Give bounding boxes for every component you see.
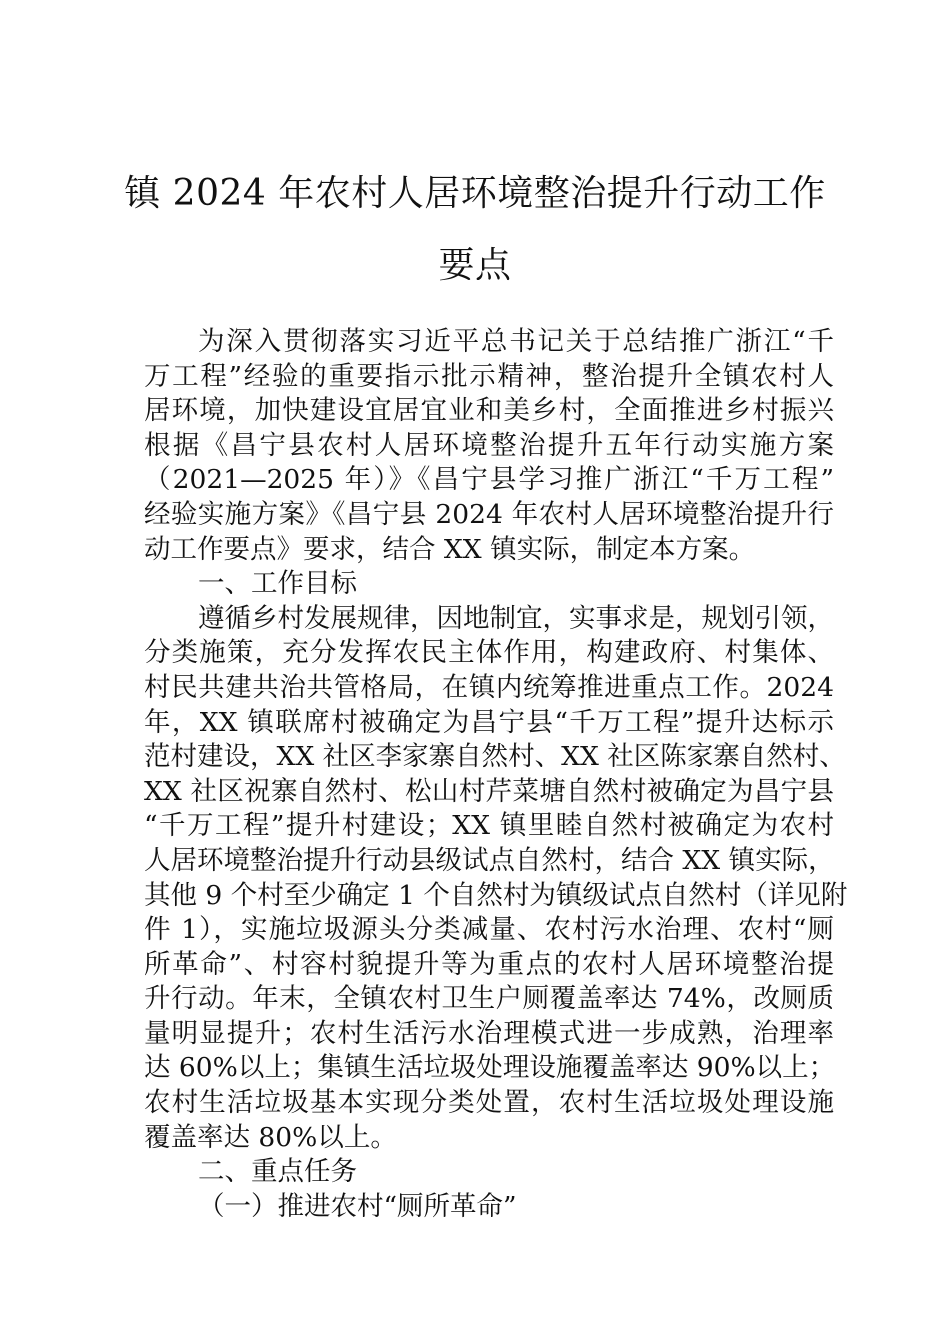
paragraph-line: 年，XX 镇联席村被确定为昌宁县“千万工程”提升达标示 [144,706,834,738]
paragraph-line: 达 60%以上；集镇生活垃圾处理设施覆盖率达 90%以上； [144,1052,836,1084]
paragraph-line: 量明显提升；农村生活污水治理模式进一步成熟，治理率 [144,1017,834,1049]
paragraph-line: 万工程”经验的重要指示批示精神，整治提升全镇农村人 [144,360,834,392]
paragraph-line: 居环境，加快建设宜居宜业和美乡村，全面推进乡村振兴 [144,395,834,427]
paragraph-line: 为深入贯彻落实习近平总书记关于总结推广浙江“千 [198,326,834,357]
paragraph-line: 分类施策，充分发挥农民主体作用，构建政府、村集体、 [144,637,834,669]
section-heading-goals [144,567,834,602]
section-heading: 二、重点任务 [198,1156,357,1188]
paragraph-line: 遵循乡村发展规律，因地制宜，实事求是，规划引领， [198,602,834,634]
paragraph-line: 农村生活垃圾基本实现分类处置，农村生活垃圾处理设施 [144,1087,834,1119]
paragraph-line: 所革命”、村容村貌提升等为重点的农村人居环境整治提 [144,948,834,980]
title-line: 要点 [438,245,512,286]
paragraph-line: 范村建设，XX 社区李家寨自然村、XX 社区陈家寨自然村、 [144,741,846,773]
paragraph-line: 覆盖率达 80%以上。 [144,1121,397,1153]
paragraph-line: 其他 9 个村至少确定 1 个自然村为镇级试点自然村（详见附 [144,879,848,911]
paragraph-line: （2021—2025 年）》《昌宁县学习推广浙江“千万工程” [144,464,834,496]
paragraph-line: 根据《昌宁县农村人居环境整治提升五年行动实施方案 [144,429,834,461]
paragraph-line: XX 社区祝寨自然村、松山村芹菜塘自然村被确定为昌宁县 [144,775,834,807]
goals-paragraph [144,602,848,1156]
paragraph-line: “千万工程”提升村建设；XX 镇里睦自然村被确定为农村 [144,810,834,842]
paragraph-line: 经验实施方案》《昌宁县 2024 年农村人居环境整治提升行 [144,498,834,530]
section-heading-tasks [144,1155,834,1190]
paragraph-line: 动工作要点》要求，结合 XX 镇实际，制定本方案。 [144,533,756,565]
title-line: 镇 2024 年农村人居环境整治提升行动工作 [124,173,826,214]
paragraph-line: 升行动。年末，全镇农村卫生户厕覆盖率达 74%，改厕质 [144,983,834,1015]
paragraph-line: 人居环境整治提升行动县级试点自然村，结合 XX 镇实际， [144,844,835,876]
document-body [144,325,848,1224]
intro-paragraph [144,325,834,567]
subsection-heading-toilet [144,1190,834,1225]
paragraph-line: 村民共建共治共管格局，在镇内统筹推进重点工作。2024 [144,671,834,703]
subsection-heading: （一）推进农村“厕所革命” [198,1190,517,1222]
document-title [110,158,840,302]
section-heading: 一、工作目标 [198,568,357,600]
paragraph-line: 件 1），实施垃圾源头分类减量、农村污水治理、农村“厕 [144,914,834,946]
